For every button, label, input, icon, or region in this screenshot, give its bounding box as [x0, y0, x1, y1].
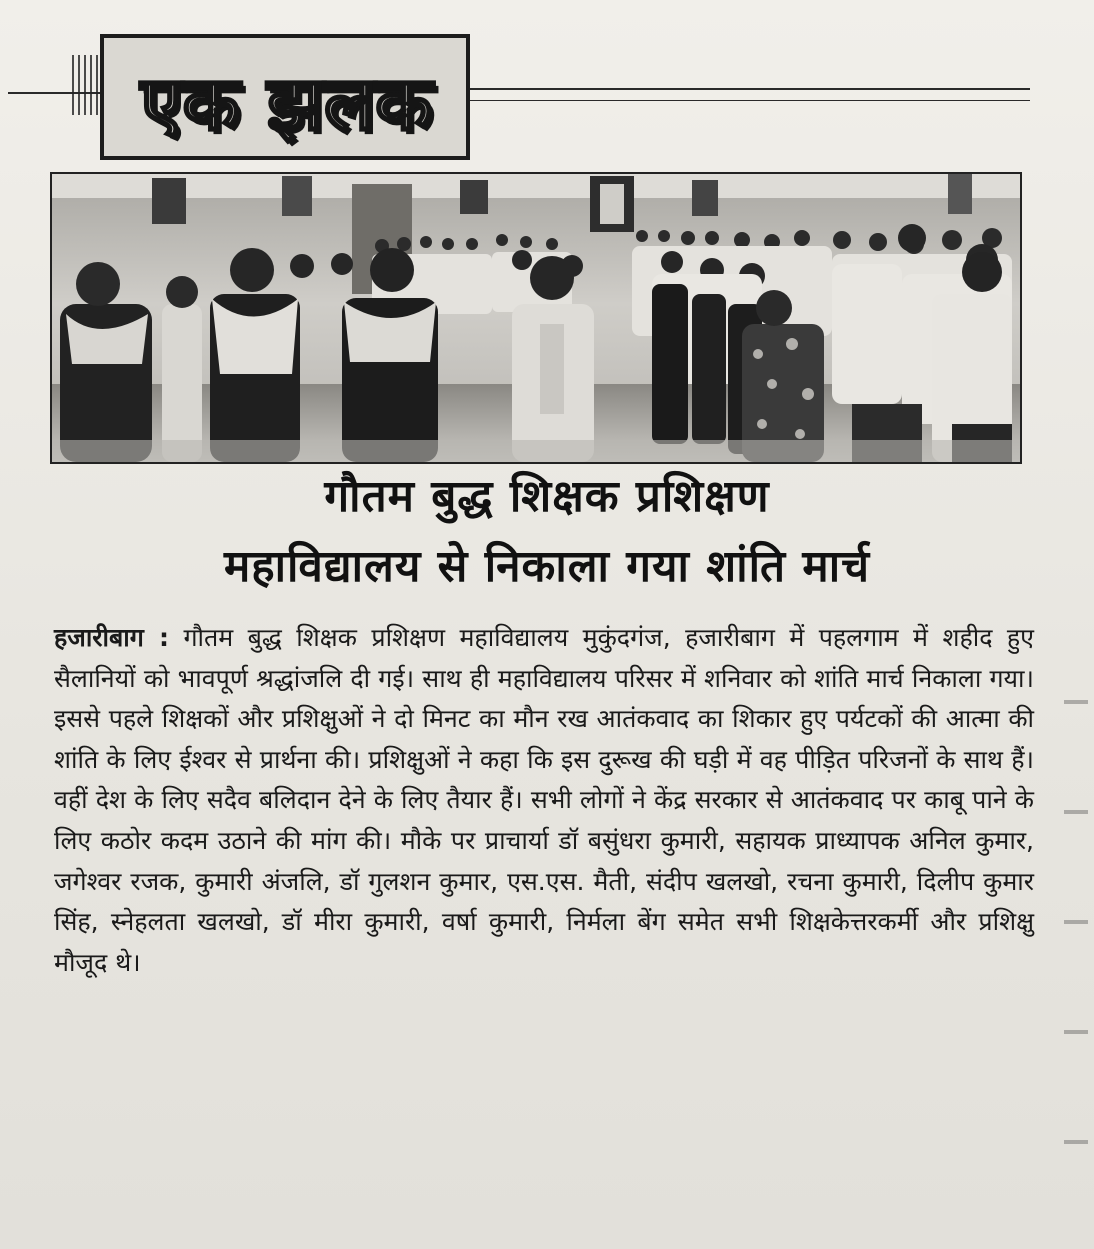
article-text: गौतम बुद्ध शिक्षक प्रशिक्षण महाविद्यालय मुकुंदगंज, हजारीबाग में पहलगाम में शहीद हुए सैलानियों को भावपूर्ण श्रद्धांजलि दी गई। साथ ही महाविद्यालय परिसर में शनिवार को शांति मार्च निकाला गया। इससे पहले शिक्षकों और प्रशिक्षुओं ने दो मिनट का मौन रख आतंकवाद का शिकार हुए पर्यटकों की आत्मा की शांति के लिए ईश्वर से प्रार्थना की। प्रशिक्षुओं ने कहा कि इस दुरूख की घड़ी में वह पीड़ित परिजनों के साथ हैं। वहीं देश के लिए सदैव बलिदान देने के लिए तैयार हैं। सभी लोगों ने केंद्र सरकार से आतंकवाद पर काबू पाने के लिए कठोर कदम उठाने की मांग की। मौके पर प्राचार्या डॉ बसुंधरा कुमारी, सहायक प्राध्यापक अनिल कुमार, जगेश्वर रजक, कुमारी अंजलि, डॉ गुलशन कुमार, एस.एस. मैती, संदीप खलखो, रचना कुमारी, दिलीप कुमार सिंह, स्नेहलता खलखो, डॉ मीरा कुमारी, वर्षा कुमारी, निर्मला बेंग समेत सभी शिक्षकेत्तरकर्मी और प्रशिक्षु मौजूद थे।: [54, 623, 1034, 977]
header-ticks-decoration: [72, 55, 102, 115]
headline-line-1: गौतम बुद्ध शिक्षक प्रशिक्षण: [324, 471, 770, 522]
photo-students-silent-march-icon: [52, 174, 1020, 462]
header-rule-right-lower: [470, 100, 1030, 101]
page-edge-shading: [1064, 640, 1088, 1220]
article-body: [54, 618, 1034, 983]
article-dateline: हजारीबाग :: [54, 623, 170, 652]
headline-line-2: महाविद्यालय से निकाला गया शांति मार्च: [223, 541, 871, 592]
header-rule-right: [470, 88, 1030, 90]
section-label: एक झलक: [140, 61, 434, 147]
news-photo: [50, 172, 1022, 464]
